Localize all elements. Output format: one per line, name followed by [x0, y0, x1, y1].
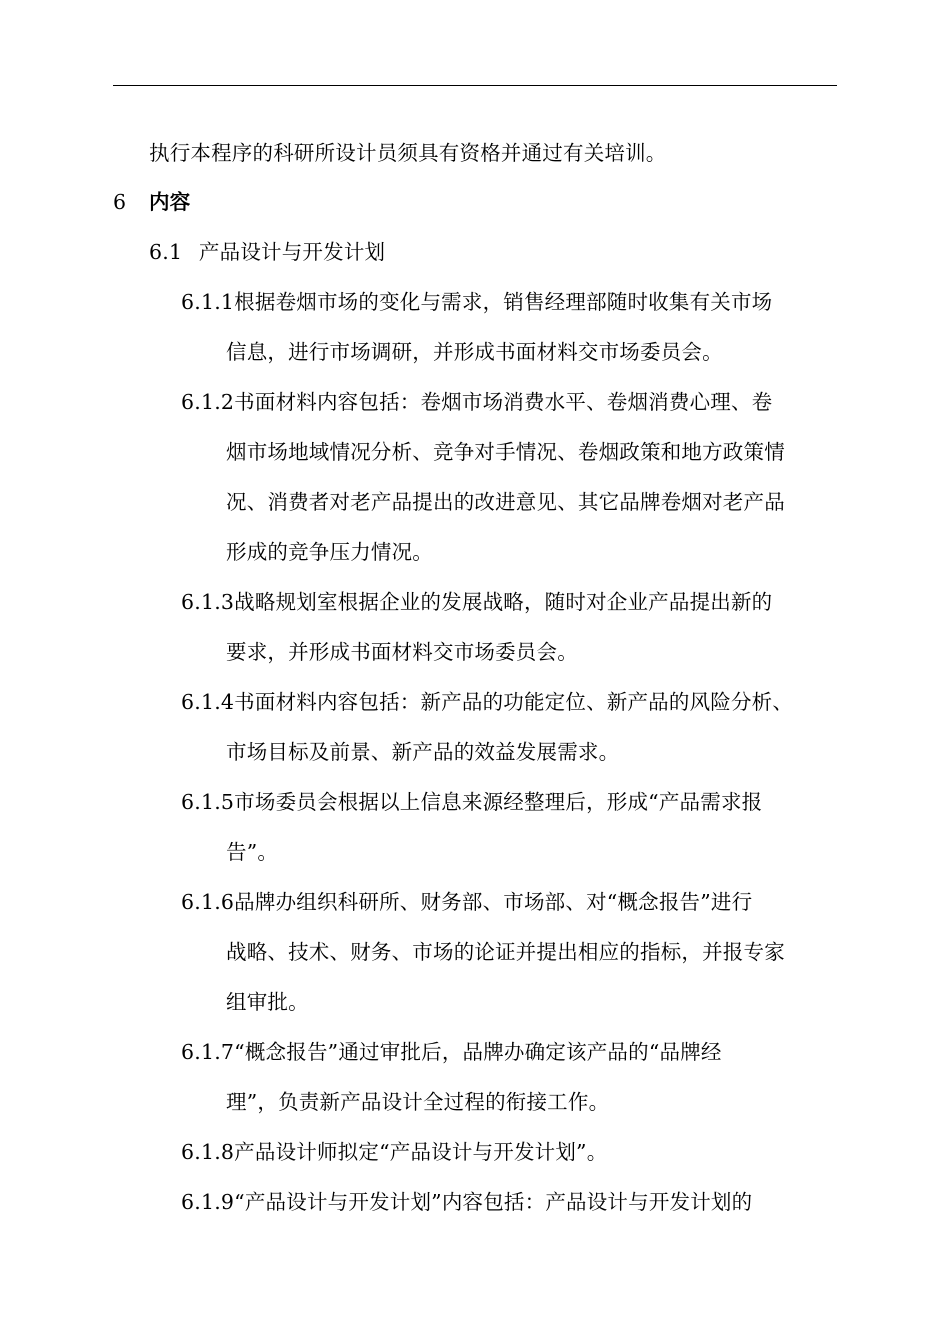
list-item-first-line	[181, 289, 772, 315]
list-item-continuation-line	[226, 339, 723, 365]
list-item-first-line	[181, 1039, 722, 1065]
list-item-text: 市场目标及前景、新产品的效益发展需求。	[226, 740, 620, 764]
list-item-text: 根据卷烟市场的变化与需求，销售经理部随时收集有关市场	[234, 290, 773, 314]
list-item-first-line	[181, 789, 762, 815]
list-item-first-line	[181, 889, 752, 915]
list-item-number: 6.1.4	[181, 690, 235, 714]
list-item-text: 组审批。	[226, 990, 309, 1014]
list-item-text: 要求，并形成书面材料交市场委员会。	[226, 640, 578, 664]
list-item-number: 6.1.7	[181, 1040, 235, 1064]
list-item-text: 战略规划室根据企业的发展战略，随时对企业产品提出新的	[234, 590, 773, 614]
list-item-text: 产品设计师拟定“产品设计与开发计划”。	[234, 1140, 608, 1164]
list-item-text: 书面材料内容包括：新产品的功能定位、新产品的风险分析、	[234, 690, 794, 714]
list-item-continuation-line	[226, 739, 619, 765]
list-item-continuation-line	[226, 1089, 609, 1115]
list-item-number: 6.1.2	[181, 390, 235, 414]
list-item-text: 形成的竞争压力情况。	[226, 540, 433, 564]
list-item-number: 6.1.6	[181, 890, 235, 914]
list-item-first-line	[181, 389, 772, 415]
list-item-continuation-line	[226, 439, 785, 465]
list-item-text: 市场委员会根据以上信息来源经整理后，形成“产品需求报	[234, 790, 763, 814]
list-item-text: 书面材料内容包括：卷烟市场消费水平、卷烟消费心理、卷	[234, 390, 773, 414]
subsection-number: 6.1	[149, 240, 183, 264]
list-item-continuation-line	[226, 989, 309, 1015]
section-number: 6	[113, 190, 127, 214]
intro-paragraph: 执行本程序的科研所设计员须具有资格并通过有关培训。	[149, 141, 667, 165]
list-item-first-line	[181, 1189, 752, 1215]
list-item-continuation-line	[226, 539, 433, 565]
list-item-number: 6.1.1	[181, 290, 235, 314]
list-item-number: 6.1.3	[181, 590, 235, 614]
list-item-text: 信息，进行市场调研，并形成书面材料交市场委员会。	[226, 340, 723, 364]
list-item-text: 告”。	[226, 840, 279, 864]
list-item-text: 战略、技术、财务、市场的论证并提出相应的指标，并报专家	[226, 940, 785, 964]
list-item-number: 6.1.5	[181, 790, 235, 814]
list-item-first-line	[181, 1139, 607, 1165]
header-rule	[113, 85, 837, 86]
list-item-text: “概念报告”通过审批后，品牌办确定该产品的“品牌经	[234, 1040, 722, 1064]
list-item-text: 况、消费者对老产品提出的改进意见、其它品牌卷烟对老产品	[226, 490, 785, 514]
list-item-first-line	[181, 689, 793, 715]
list-item-continuation-line	[226, 639, 578, 665]
subsection-heading	[149, 239, 385, 265]
list-item-continuation-line	[226, 839, 278, 865]
section-title: 内容	[149, 190, 191, 214]
subsection-title: 产品设计与开发计划	[198, 240, 386, 264]
list-item-number: 6.1.9	[181, 1190, 235, 1214]
list-item-number: 6.1.8	[181, 1140, 235, 1164]
list-item-text: 品牌办组织科研所、财务部、市场部、对“概念报告”进行	[234, 890, 753, 914]
list-item-continuation-line	[226, 489, 785, 515]
list-item-text: 烟市场地域情况分析、竞争对手情况、卷烟政策和地方政策情	[226, 440, 785, 464]
list-item-text: “产品设计与开发计划”内容包括：产品设计与开发计划的	[234, 1190, 753, 1214]
list-item-first-line	[181, 589, 772, 615]
list-item-continuation-line	[226, 939, 785, 965]
list-item-text: 理”，负责新产品设计全过程的衔接工作。	[226, 1090, 610, 1114]
